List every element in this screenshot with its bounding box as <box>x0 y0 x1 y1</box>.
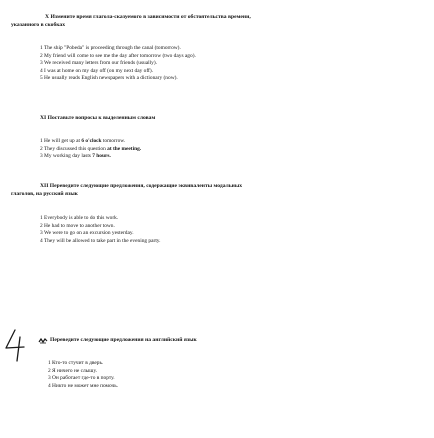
section-12-item: 2 He had to move to another town. <box>40 222 115 229</box>
section-12-heading <box>40 183 430 190</box>
section-12-heading-line1: XII Переведите следующие предложения, содержащие эквиваленты модальных <box>40 183 243 189</box>
section-11-item <box>40 138 125 145</box>
section-10-item: 1 The ship "Pobeda" is proceeding through the canal (tomorrow). <box>40 45 181 51</box>
section-10-item: 3 We received many letters from our friends (usually). <box>40 60 157 66</box>
section-12-item: 3 We were to go on an excursion yesterday. <box>40 230 134 236</box>
handwritten-number-4 <box>4 328 26 362</box>
section-13-heading: Переведите следующие предложения на английский язык <box>50 337 197 343</box>
section-11-item-text: 3 My working day lasts <box>40 153 93 159</box>
section-13-item: 1 Кто-то стучит в дверь. <box>48 360 104 366</box>
section-12-heading-cont <box>11 191 78 198</box>
section-11-item-text: tomorrow. <box>101 138 126 144</box>
section-13-item: 2 Я ничего не слышу. <box>48 367 97 374</box>
section-11-heading: XI Поставьте вопросы к выделенным словам <box>40 115 156 121</box>
section-10-heading <box>45 14 430 21</box>
section-10-heading-line1: X Измените время глагола-сказуемого в зависимости от обстоятельства времени, <box>45 14 251 20</box>
pen-scribble-icon <box>38 337 48 344</box>
section-10-item: 4 I was at home on my day off (on my next day off). <box>40 67 153 74</box>
section-10-item: 5 He usually reads English newspapers with a dictionary (now). <box>40 75 178 81</box>
section-12-item: 1 Everybody is able to do this work. <box>40 215 119 221</box>
highlighted-words: at the meeting. <box>107 145 142 152</box>
section-12-heading-line2: глаголов, на русский язык <box>11 191 78 197</box>
section-11-item-text: 2 They discussed this question <box>40 145 108 152</box>
section-10-item: 2 My friend will come to see me the day after tomorrow (two days ago). <box>40 52 196 59</box>
section-13-item: 4 Никто не может мне помочь. <box>48 382 119 389</box>
section-12-item: 4 They will be allowed to take part in the evening party. <box>40 237 161 244</box>
highlighted-words: 6 o'clock <box>81 138 102 144</box>
section-10-heading-line2: указанного в скобках <box>11 22 65 28</box>
section-11-item <box>40 146 141 153</box>
section-11-item <box>40 153 111 160</box>
section-11-item-text: 1 He will get up at <box>40 138 82 144</box>
section-13-item: 3 Он работает где-то в порту. <box>48 375 115 381</box>
highlighted-words: 7 hours. <box>92 153 111 159</box>
section-10-heading-cont <box>11 22 65 29</box>
